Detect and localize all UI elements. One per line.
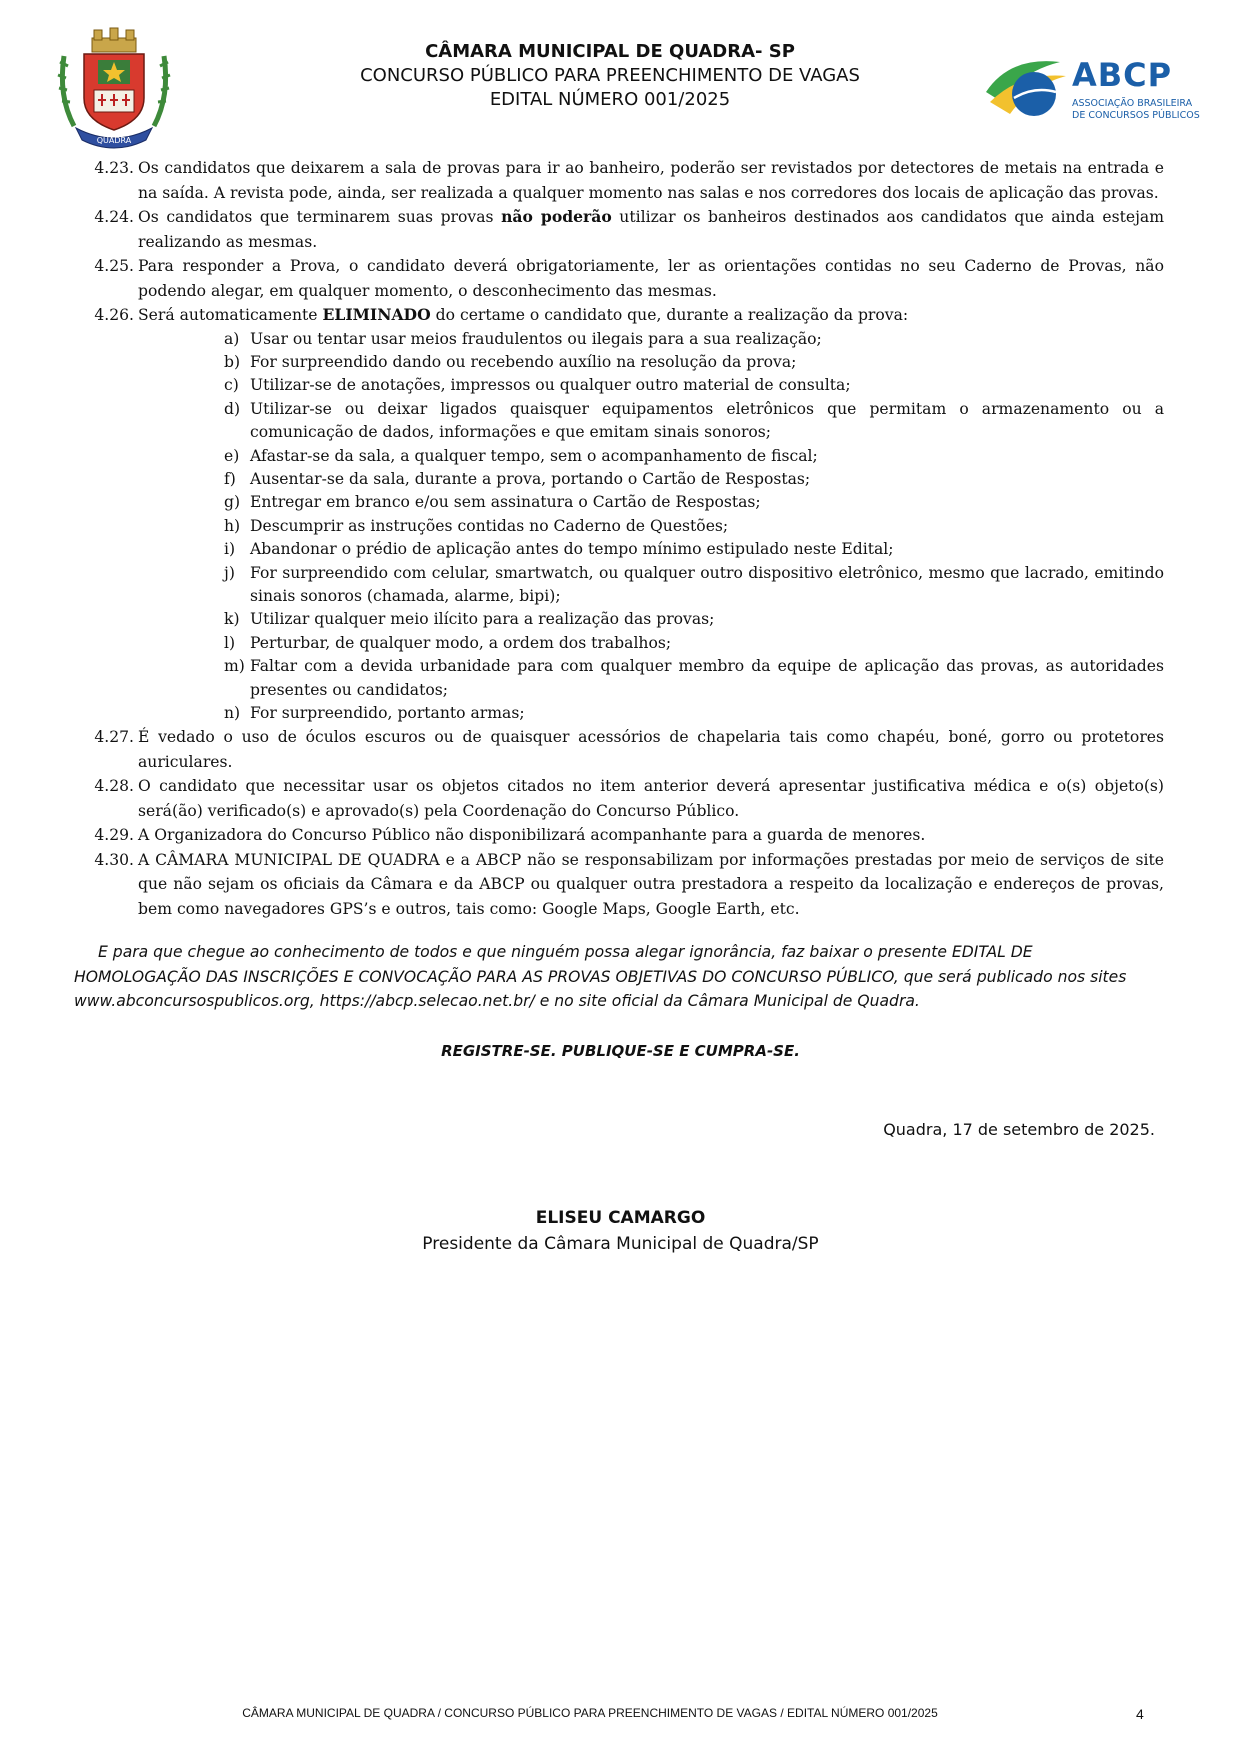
sub-item-text: Afastar-se da sala, a qualquer tempo, sem o acompanhamento de fiscal; <box>250 446 818 465</box>
item-number: 4.26. <box>94 306 134 324</box>
page-number: 4 <box>1136 1706 1144 1722</box>
signer-name: ELISEU CAMARGO <box>535 1208 706 1228</box>
municipal-crest-icon <box>54 16 174 151</box>
sub-item-letter: e) <box>224 446 240 465</box>
page-header <box>0 0 1241 160</box>
item-number: 4.28. <box>94 777 134 796</box>
sub-item <box>88 445 1164 468</box>
edital-items <box>88 156 1164 921</box>
signer-role: Presidente da Câmara Municipal de Quadra/SP <box>422 1234 819 1254</box>
header-title: CÂMARA MUNICIPAL DE QUADRA- SP <box>425 41 795 62</box>
edital-item <box>88 205 1164 254</box>
sub-item <box>88 655 1164 702</box>
sub-item <box>88 351 1164 374</box>
sub-item-letter: h) <box>224 516 241 535</box>
item-number: 4.25. <box>94 257 134 275</box>
document-date: Quadra, 17 de setembro de 2025. <box>883 1120 1155 1139</box>
sub-item-text: For surpreendido com celular, smartwatch, ou qualquer outro dispositivo eletrônico, mesmo que lacrado, emitindo sinais sonoros (chamada, alarme, bipi); <box>250 563 1164 605</box>
sub-item-letter: m) <box>224 657 245 676</box>
sub-item <box>88 398 1164 445</box>
sub-item-letter: j) <box>224 563 235 582</box>
item-number: 4.30. <box>94 850 134 869</box>
sub-item-text: Utilizar qualquer meio ilícito para a realização das provas; <box>250 610 715 629</box>
sub-item-letter: a) <box>224 329 240 348</box>
header-text <box>300 40 920 112</box>
edital-item <box>88 848 1164 922</box>
abcp-globe-icon <box>980 52 1070 128</box>
edital-item <box>88 156 1164 205</box>
sub-item <box>88 515 1164 538</box>
footer-text: CÂMARA MUNICIPAL DE QUADRA / CONCURSO PÚBLICO PARA PREENCHIMENTO DE VAGAS / EDITAL NÚMERO 001/2025 <box>242 1706 938 1720</box>
sub-item-text: Abandonar o prédio de aplicação antes do tempo mínimo estipulado neste Edital; <box>250 540 894 559</box>
sub-item <box>88 328 1164 351</box>
edital-item <box>88 774 1164 823</box>
item-number: 4.29. <box>94 826 134 845</box>
sub-item-letter: l) <box>224 633 236 652</box>
item-text: É vedado o uso de óculos escuros ou de quaisquer acessórios de chapelaria tais como chapéu, boné, gorro ou protetores auriculares. <box>138 728 1164 771</box>
sub-item <box>88 374 1164 397</box>
edital-item <box>88 725 1164 774</box>
item-number: 4.27. <box>94 728 134 747</box>
header-subtitle: CONCURSO PÚBLICO PARA PREENCHIMENTO DE VAGAS <box>360 65 860 86</box>
sub-item-text: For surpreendido dando ou recebendo auxílio na resolução da prova; <box>250 352 797 371</box>
sub-item-text: Utilizar-se ou deixar ligados quaisquer equipamentos eletrônicos que permitam o armazenamento ou a comunicação de dados, informações e que emitam sinais sonoros; <box>250 399 1164 442</box>
abcp-subtitle <box>1072 98 1200 122</box>
sub-item <box>88 702 1164 725</box>
abcp-subtitle-line2: DE CONCURSOS PÚBLICOS <box>1072 110 1200 121</box>
signature-block <box>0 1205 1241 1257</box>
sub-item-text: Utilizar-se de anotações, impressos ou qualquer outro material de consulta; <box>250 376 851 395</box>
item-text: A CÂMARA MUNICIPAL DE QUADRA e a ABCP não se responsabilizam por informações prestadas por meio de serviços de site que não sejam os oficiais da Câmara e da ABCP ou qualquer outra prestadora a respeito da localização e endereços de provas, bem como navegadores GPS’s e outros, tais como: Google Maps, Google Earth, etc. <box>138 850 1164 918</box>
header-edital: EDITAL NÚMERO 001/2025 <box>489 89 731 110</box>
sub-item-letter: b) <box>224 352 241 371</box>
sub-item <box>88 632 1164 655</box>
sub-item <box>88 468 1164 491</box>
crest-ribbon-label: QUADRA <box>96 136 132 145</box>
sub-item-letter: c) <box>224 376 239 395</box>
item-text: Os candidatos que deixarem a sala de provas para ir ao banheiro, poderão ser revistados por detectores de metais na entrada e na saída. A revista pode, ainda, ser realizada a qualquer momento nas salas e nos corredores dos locais de aplicação das provas. <box>138 159 1164 202</box>
item-text: O candidato que necessitar usar os objetos citados no item anterior deverá apresentar justificativa médica e o(s) objeto(s) será(ão) verificado(s) e aprovado(s) pela Coordenação do Concurso Público. <box>138 777 1164 820</box>
item-number: 4.24. <box>94 208 134 226</box>
sub-item-text: Entregar em branco e/ou sem assinatura o Cartão de Respostas; <box>250 493 761 512</box>
sub-item-text: Faltar com a devida urbanidade para com qualquer membro da equipe de aplicação das provas, as autoridades presentes ou candidatos; <box>250 657 1164 699</box>
sub-item-text: For surpreendido, portanto armas; <box>250 704 525 722</box>
registre-line: REGISTRE-SE. PUBLIQUE-SE E CUMPRA-SE. <box>441 1042 800 1060</box>
closing-text: E para que chegue ao conhecimento de todos e que ninguém possa alegar ignorância, faz baixar o presente EDITAL DE HOMOLOGAÇÃO DAS INSCRIÇÕES E CONVOCAÇÃO PARA AS PROVAS OBJETIVAS DO CONCURSO PÚBLICO, que será publicado nos sites www.abconcursospublicos.org, https://abcp.selecao.net.br/ e no site oficial da Câmara Municipal de Quadra. <box>74 943 1127 1010</box>
item-text-bold: ELIMINADO <box>322 305 431 324</box>
item-text: Os candidatos que terminarem suas provas <box>138 208 502 226</box>
abcp-subtitle-line1: ASSOCIAÇÃO BRASILEIRA <box>1072 98 1193 109</box>
sub-item <box>88 608 1164 631</box>
sub-item-letter: d) <box>224 399 241 418</box>
sub-item-letter: f) <box>224 469 236 488</box>
edital-item <box>88 823 1164 848</box>
abcp-logo <box>980 52 1200 128</box>
sub-item-text: Usar ou tentar usar meios fraudulentos ou ilegais para a sua realização; <box>250 329 822 348</box>
item-number: 4.23. <box>94 159 134 177</box>
sub-item-text: Perturbar, de qualquer modo, a ordem dos trabalhos; <box>250 633 672 652</box>
item-text-bold: não poderão <box>501 207 612 226</box>
abcp-name: ABCP <box>1072 56 1173 94</box>
sub-item <box>88 491 1164 514</box>
item-text: do certame o candidato que, durante a realização da prova: <box>430 306 909 324</box>
item-text: utilizar os banheiros destinados aos candidatos que ainda estejam realizando as mesmas. <box>138 208 1165 251</box>
sub-item <box>88 538 1164 561</box>
sub-item <box>88 562 1164 609</box>
sub-item-letter: k) <box>224 610 240 629</box>
sub-item-text: Descumprir as instruções contidas no Caderno de Questões; <box>250 516 729 535</box>
sub-item-letter: n) <box>224 704 241 722</box>
item-text: A Organizadora do Concurso Público não disponibilizará acompanhante para a guarda de menores. <box>138 826 926 845</box>
sub-item-text: Ausentar-se da sala, durante a prova, portando o Cartão de Respostas; <box>250 469 811 488</box>
sub-item-letter: g) <box>224 493 241 512</box>
edital-item <box>88 303 1164 328</box>
item-text: Para responder a Prova, o candidato deverá obrigatoriamente, ler as orientações contidas no seu Caderno de Provas, não podendo alegar, em qualquer momento, o desconhecimento das mesmas. <box>138 257 1164 300</box>
item-text: Será automaticamente <box>138 306 323 324</box>
closing-paragraph <box>74 940 1164 1014</box>
edital-item <box>88 254 1164 303</box>
sub-item-letter: i) <box>224 540 236 559</box>
